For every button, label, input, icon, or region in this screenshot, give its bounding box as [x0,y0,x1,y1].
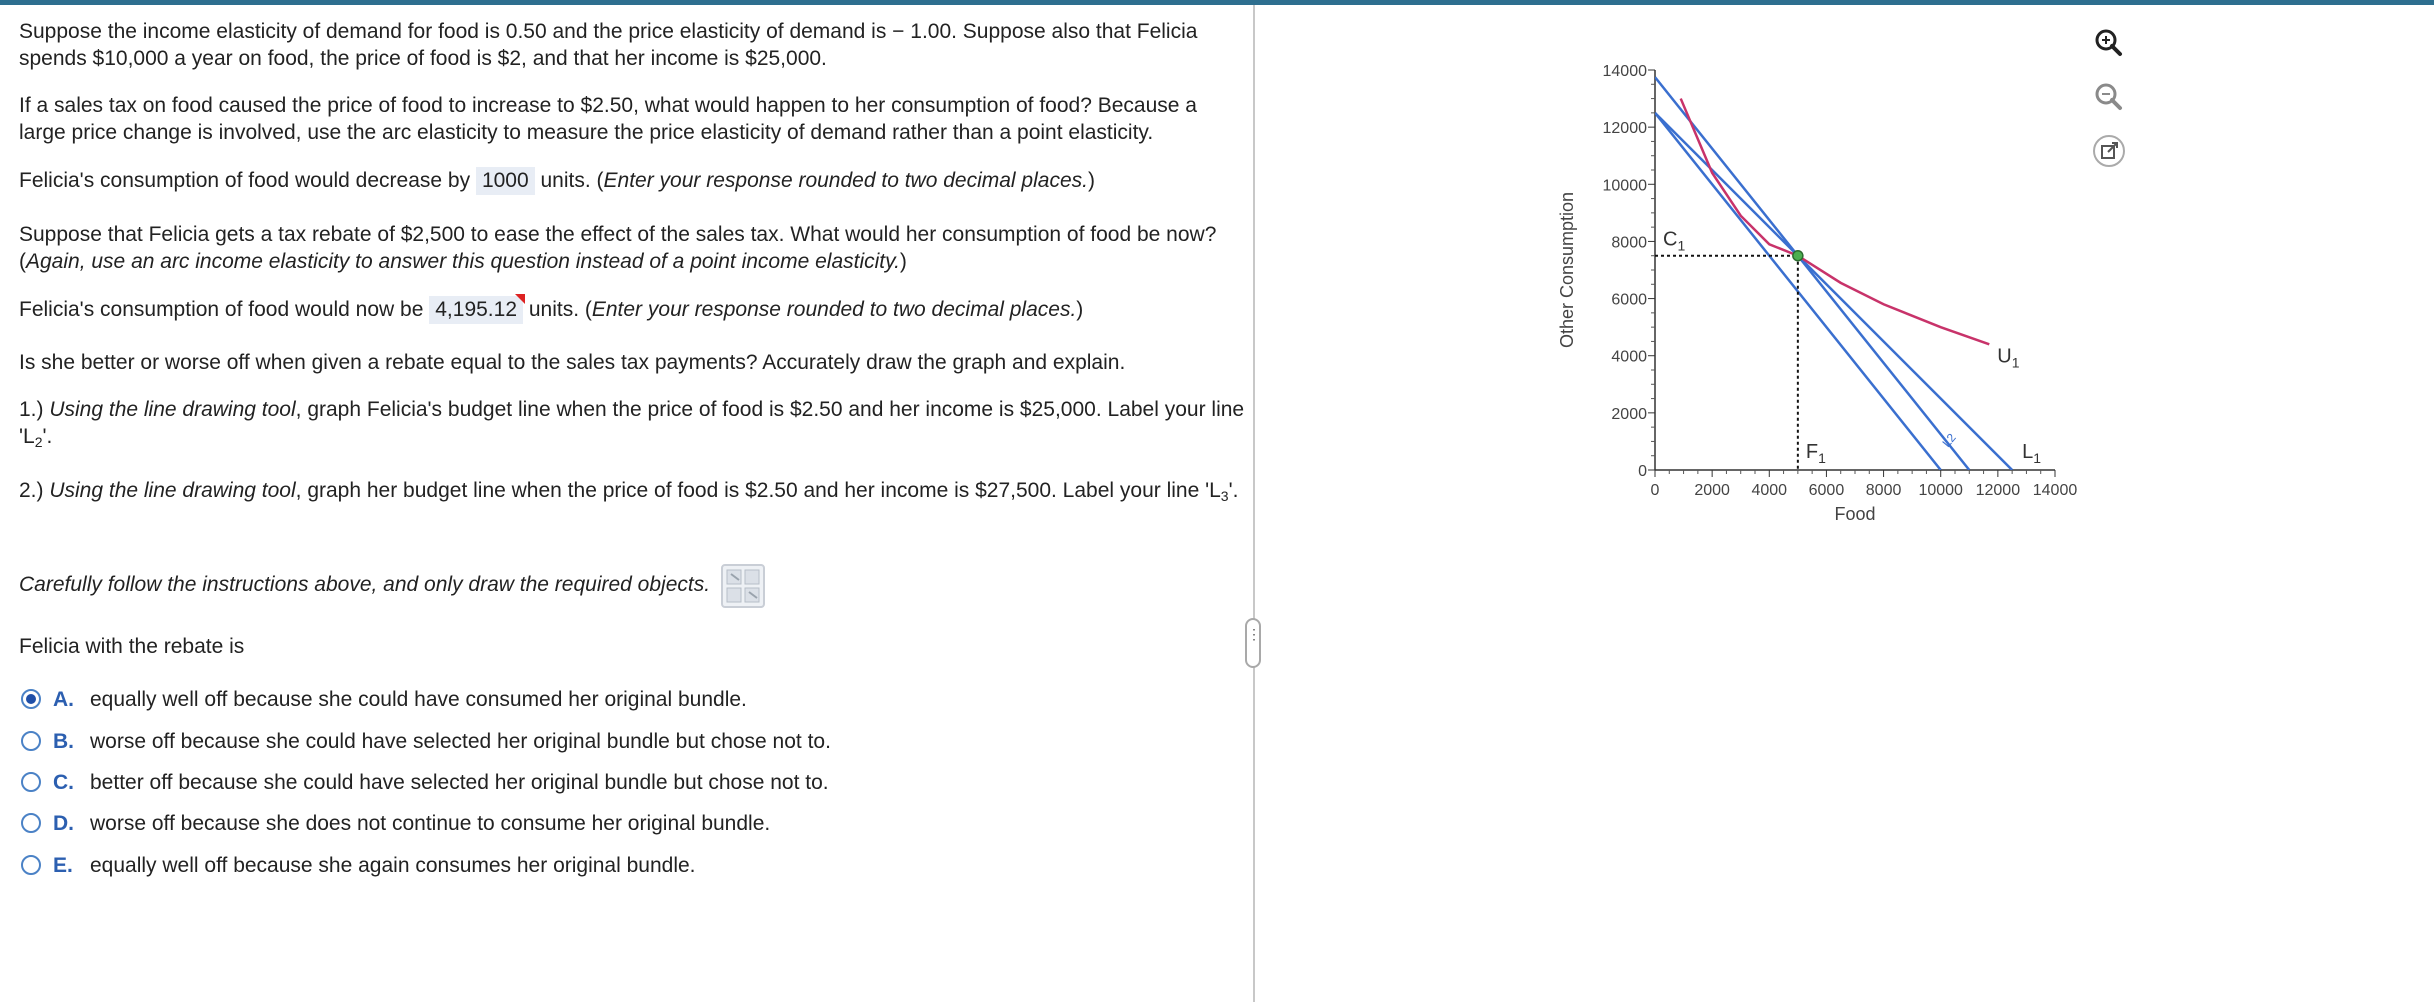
instruction-step-2: 2.) Using the line drawing tool, graph her budget line when the price of food is $2.50 and her income is $27,500. Label your line '$L_3$'. [19,479,1239,504]
choice-text: worse off because she does not continue to consume her original bundle. [90,812,771,835]
instruction-step-1: 1.) Using the line drawing tool, graph Felicia's budget line when the price of food is $2.50 and her income is $25,000. Label your line '$L_2$'. [19,398,1245,450]
graph-tool-icon[interactable] [721,564,765,608]
label-l2-drawn: L2 [1939,430,1959,450]
rebate-prompt: Felicia with the rebate is [19,635,245,658]
choice-b[interactable] [21,728,921,758]
choice-e[interactable] [21,852,921,882]
y-tick-label: 6000 [1611,291,1647,309]
label-u1 [1997,345,2019,370]
choice-letter: C. [53,771,74,794]
grid-tool-glyph [723,566,763,606]
x-tick-label: 6000 [1808,482,1845,499]
label-f1-main: F [1805,441,1819,463]
question-intro: Suppose the income elasticity of demand for food is 0.50 and the price elasticity of demand is − 1.00. Suppose also that Felicia spends $10,000 a year on food, the price of food is $2, and that her income is $25,000. [19,20,1198,70]
x-tick-label: 8000 [1865,482,1902,499]
label-c1 [1663,229,1685,254]
label-l1-sub: 1 [2033,450,2042,466]
radio-button[interactable] [21,855,41,875]
series-l2-drawn [1655,113,1941,470]
choice-d[interactable] [21,810,921,840]
x-tick-label: 0 [1650,482,1660,499]
consumption-now-line: Felicia's consumption of food would now be 4,195.12 units. (Enter your response rounded to two decimal places.) [19,296,1249,324]
label-l1-main: L [2022,441,2034,463]
consumption-decrease-line: Felicia's consumption of food would decrease by 1000 units. (Enter your response rounded to two decimal places.) [19,167,1249,195]
y-tick-label: 14000 [1602,63,1647,80]
y-tick-label: 0 [1638,463,1647,480]
choice-text: worse off because she could have selected her original bundle but chose not to. [90,730,831,753]
x-tick-label: 10000 [1918,482,1963,499]
series-u1 [1681,99,1990,345]
popout-icon[interactable] [2092,134,2126,168]
label-c1-sub: 1 [1677,237,1686,254]
choice-letter: E. [53,854,73,877]
label-f1 [1806,441,1826,466]
x-axis-label: Food [1834,504,1876,524]
y-tick-label: 8000 [1611,234,1647,252]
zoom-in-icon[interactable] [2092,26,2126,60]
incorrect-flag-icon [515,294,525,304]
question-sales-tax: If a sales tax on food caused the price of food to increase to $2.50, what would happen to her consumption of food? Because a large price change is involved, use the arc elasticity to measure the price elasticity of demand rather than a point elasticity. [19,94,1197,144]
zoom-out-icon[interactable] [2092,80,2126,114]
label-u1-sub: 1 [2011,354,2020,371]
x-tick-label: 12000 [1975,482,2021,499]
choice-text: better off because she could have selected her original bundle but chose not to. [90,771,829,794]
choice-text: equally well off because she could have consumed her original bundle. [90,688,747,711]
top-accent-bar [0,0,2434,5]
choice-c[interactable] [21,769,921,799]
point-c1 [1793,251,1803,261]
y-tick-label: 12000 [1602,120,1647,138]
x-tick-label: 4000 [1751,482,1788,499]
question-rebate: Suppose that Felicia gets a tax rebate of $2,500 to ease the effect of the sales tax. What would her consumption of food be now? (Again, use an arc income elasticity to answer this question instead of a point income elasticity.) [19,223,1217,273]
label-u1-main: U [1997,345,2012,368]
radio-button[interactable] [21,731,41,751]
y-tick-label: 4000 [1611,348,1647,366]
choice-letter: D. [53,812,74,835]
resize-handle[interactable]: ⋮ [1245,618,1261,668]
choice-letter: A. [53,688,74,711]
y-tick-label: 2000 [1611,405,1647,423]
x-tick-label: 14000 [2032,482,2078,499]
question-better-worse: Is she better or worse off when given a rebate equal to the sales tax payments? Accurately draw the graph and explain. [19,351,1126,374]
budget-chart [1555,40,2115,530]
panel-divider [1253,5,1255,1002]
y-tick-label: 10000 [1602,177,1647,195]
y-axis-label: Other Consumption [1557,191,1577,349]
radio-button[interactable] [21,772,41,792]
label-l1 [2022,441,2041,466]
choice-letter: B. [53,730,74,753]
x-tick-label: 2000 [1694,482,1730,499]
choice-text: equally well off because she again consumes her original bundle. [90,854,696,877]
decrease-answer-field[interactable]: 1000 [476,167,535,195]
series-l3-drawn [1655,77,1969,470]
label-f1-sub: 1 [1818,450,1826,466]
choice-a[interactable] [21,686,921,716]
label-c1-main: C [1663,228,1678,251]
consumption-answer-field[interactable]: 4,195.12 [429,296,523,324]
draw-instructions: Carefully follow the instructions above, and only draw the required objects. [19,573,711,596]
radio-button[interactable] [21,689,41,709]
radio-button[interactable] [21,813,41,833]
